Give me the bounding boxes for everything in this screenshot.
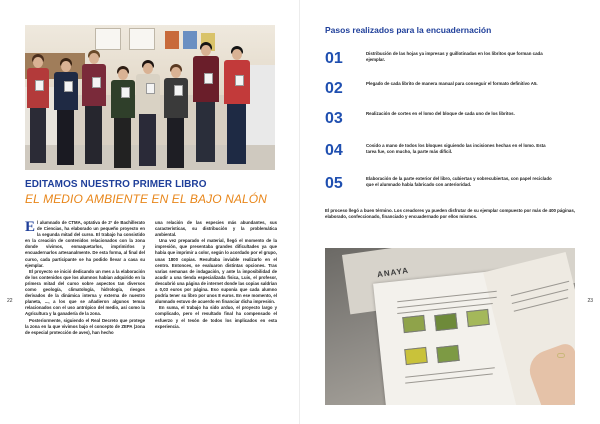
paragraph: una relación de las especies más abundantes, sus características, su distribución y la problemática ambiental.: [155, 220, 277, 238]
step-number: 03: [325, 110, 343, 127]
paragraph: El proyecto se inició dedicando un mes a la elaboración de los contenidos que los alumnos habían adquirido en la primera mitad del curso sobre aspectos tan diversos como geología, climatología, hidrología, riesgos derivados de la dinámica interna y externa de nuestro planeta, ..., a los que se añadieron algunos temas relacionados con el uso antrópico del medio, así como la Agricultura y la ganadería de la zona.: [25, 268, 145, 317]
result-paragraph: El proceso llegó a buen término. Los creadores ya pueden disfrutar de su ejemplar compuesto por más de 400 páginas, elaborado, confeccionado, financiado y encuadernado por ellos mismos.: [325, 208, 575, 220]
body-column-1: [25, 220, 145, 336]
step-number: 05: [325, 175, 343, 192]
article-subtitle: EL MEDIO AMBIENTE EN EL BAJO NALÓN: [25, 192, 267, 206]
step-text: Realización de cortes en el lomo del bloque de cada uno de los libritos.: [366, 111, 515, 116]
article-headline: [25, 178, 285, 206]
step-text: Elaboración de la parte exterior del libro, cubiertas y sobrecubiertas, con papel reciclado que el alumnado había fabricado con anterioridad.: [366, 176, 552, 188]
step-number: 04: [325, 142, 343, 159]
page-number-right: 23: [587, 298, 593, 304]
paragraph: En suma, el trabajo ha sido arduo, el proyecto largo y complicado, pero el resultado final ha compensado el esfuerzo y el tesón de todos los implicados en esta experiencia.: [155, 305, 277, 329]
step-text: Distribución de las hojas ya impresas y guillotinadas en los libritos que forman cada ejemplar.: [366, 51, 543, 63]
step-03: [325, 110, 575, 136]
step-04: [325, 142, 575, 168]
step-05: [325, 175, 575, 201]
step-text: Cosido a mano de todos los bloques siguiendo las incisiones hechas en el lomo. Esta tarea fue, con mucho, la parte más difícil.: [366, 143, 546, 155]
step-number: 01: [325, 50, 343, 67]
class-group-photo: [25, 25, 275, 170]
step-text: Plegado de cada librito de manera manual para conseguir el formato definitivo A5.: [366, 81, 538, 86]
steps-title: Pasos realizados para la encuadernación: [325, 25, 492, 35]
paragraph: Una vez preparado el material, llegó el momento de la impresión, que presentaba grandes dificultades ya que había que imprimir a color, según lo acordado por el grupo, unas 1800 copias. Resultaba inviable realizarlo en el centro. Entonces, se evaluaron distintas opciones. Tras varias semanas de indagación, y ante la imposibilidad de acudir a una tienda especializada física, Luis, el profesor, descubrió una página de internet donde las copias saldrían a 0,03 euros por página. Eso suponía que cada alumno podría tener su libro por unos 8 euros. En ese momento, el alumnado estuvo de acuerdo en financiar dicha impresión.: [155, 238, 277, 305]
body-column-2: [155, 220, 277, 330]
step-number: 02: [325, 80, 343, 97]
paragraph: Posteriormente, siguiendo el Real Decreto que protege la zona en la que vivimos bajo el concepto de ZEPA (zona de especial protección de aves), han hecho: [25, 317, 145, 335]
page-number-left: 22: [7, 298, 13, 304]
paragraph: El alumnado de CTMA, optativa de 2º de Bachillerato de Ciencias, ha elaborado un pequeño proyecto en la segunda mitad del curso. El trabajo ha consistido en la creación de contenidos relacionados con la zona donde vivimos, enmaquetarlos, imprimirlos y encuadernarlos artesanalmente. De esta forma, al final del curso, cada participante se ha podido llevar a casa su ejemplar.: [25, 219, 145, 268]
right-page: [300, 0, 600, 424]
book-photo: [325, 248, 575, 405]
step-02: [325, 80, 575, 106]
step-01: [325, 50, 575, 76]
drop-cap: E: [25, 219, 36, 235]
article-title: EDITAMOS NUESTRO PRIMER LIBRO: [25, 178, 207, 190]
book-cover-label: ANAYA: [376, 265, 410, 280]
